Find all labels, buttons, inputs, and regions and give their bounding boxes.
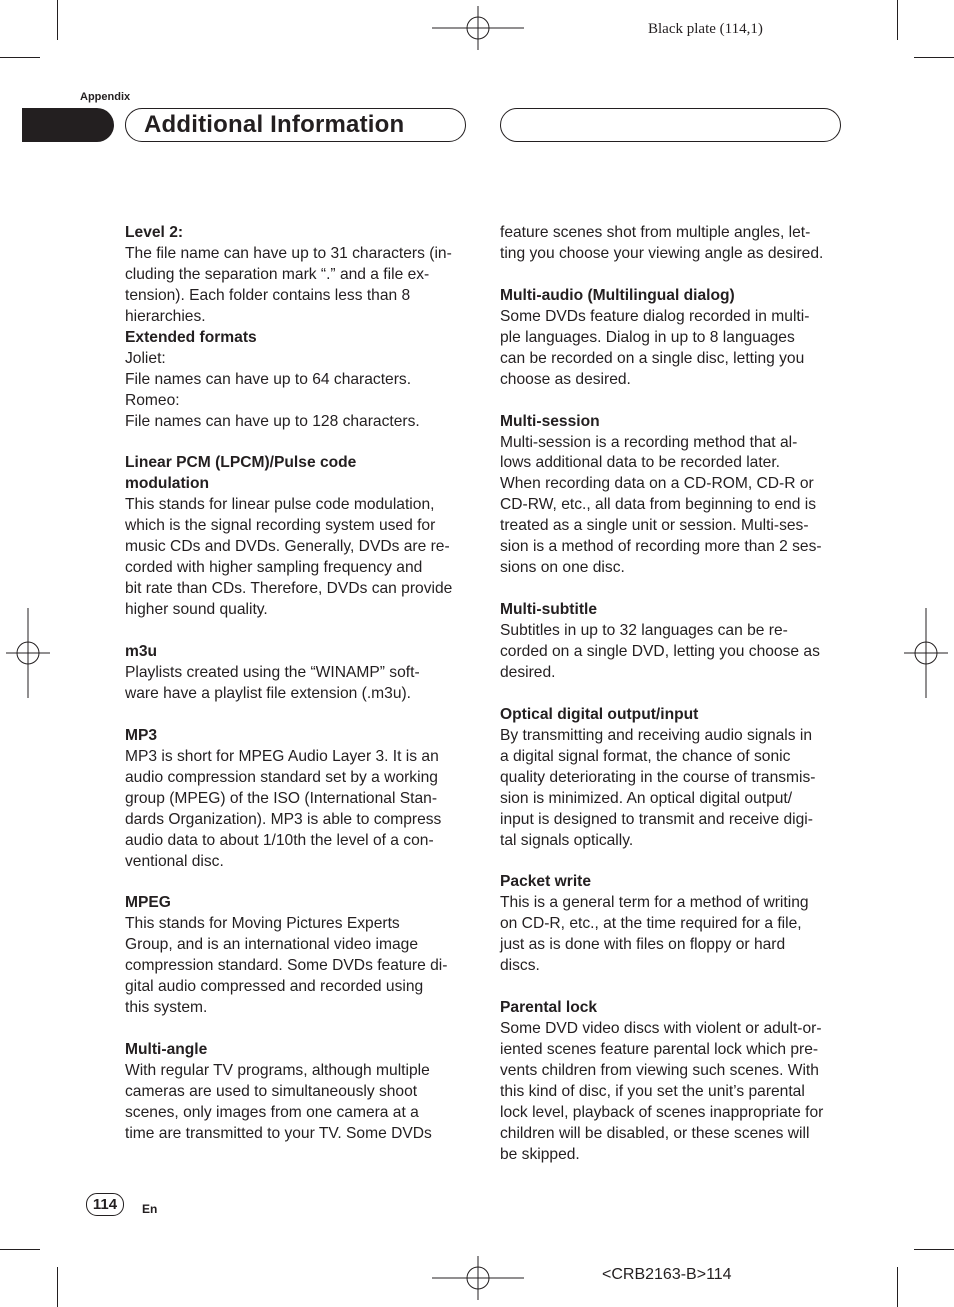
entry-text-line: higher sound quality. xyxy=(125,601,268,619)
entry-text-line: desired. xyxy=(500,663,556,681)
entry-spacer xyxy=(500,684,845,705)
entry-text-line: discs. xyxy=(500,957,540,975)
entry-text-line: on CD-R, etc., at the time required for a file, xyxy=(500,915,802,933)
crop-mark xyxy=(914,1249,954,1250)
entry-spacer xyxy=(500,977,845,998)
entry-text-line: treated as a single unit or session. Multi-ses- xyxy=(500,517,809,535)
entry-heading: Multi-audio (Multilingual dialog) xyxy=(500,286,735,304)
entry-text-line: can be recorded on a single disc, letting you xyxy=(500,349,805,367)
entry-text-line: cameras are used to simultaneously shoot xyxy=(125,1083,418,1100)
entry-text-line: group (MPEG) of the ISO (International Stan- xyxy=(125,789,438,807)
title-box xyxy=(125,108,466,142)
entry-spacer xyxy=(500,391,845,412)
entry-text-line: This stands for linear pulse code modulation, xyxy=(125,496,435,514)
entry-text-line: Playlists created using the “WINAMP” soft- xyxy=(125,663,420,681)
registration-mark-icon xyxy=(432,6,524,50)
entry-text-line: dards Organization). MP3 is able to compress xyxy=(125,810,442,828)
entry-spacer xyxy=(125,433,470,454)
entry-spacer xyxy=(125,873,470,894)
entry-text-line: music CDs and DVDs. Generally, DVDs are re- xyxy=(125,538,450,556)
entry-text-line: CD-RW, etc., all data from beginning to end is xyxy=(500,496,817,514)
entry-heading: Level 2: xyxy=(125,224,184,241)
section-label: Appendix xyxy=(80,91,131,103)
empty-title-box xyxy=(500,108,841,142)
entry-heading: Multi-subtitle xyxy=(500,601,598,619)
entry-text-line: ware have a playlist file extension (.m3u). xyxy=(125,684,412,702)
entry-heading: modulation xyxy=(125,475,210,493)
crop-mark xyxy=(897,0,898,40)
entry-text-line: sions on one disc. xyxy=(500,559,625,577)
entry-spacer xyxy=(125,621,470,642)
right-column xyxy=(500,223,845,1166)
entry-text-line: Group, and is an international video image xyxy=(125,936,418,954)
left-column xyxy=(125,223,470,1145)
entry-text-line: be skipped. xyxy=(500,1145,580,1163)
entry-text-line: bit rate than CDs. Therefore, DVDs can provide xyxy=(125,580,453,598)
entry-text-line: sion is a method of recording more than 2 ses- xyxy=(500,538,822,556)
entry-text-line: MP3 is short for MPEG Audio Layer 3. It is an xyxy=(125,747,439,765)
entry-text-line: Joliet: xyxy=(125,349,166,367)
entry-text-line: Multi-session is a recording method that al- xyxy=(500,433,798,451)
entry-text-line: which is the signal recording system used for xyxy=(125,517,436,535)
entry-heading: Parental lock xyxy=(500,999,598,1017)
entry-text-line: This stands for Moving Pictures Experts xyxy=(125,915,400,933)
entry-text-line: lock level, playback of scenes inappropriate for xyxy=(500,1103,824,1121)
entry-text-line: iented scenes feature parental lock which pre- xyxy=(500,1041,819,1059)
entry-text-line: Some DVDs feature dialog recorded in multi- xyxy=(500,307,810,325)
entry-spacer xyxy=(500,579,845,600)
entry-text-line: tension). Each folder contains less than 8 xyxy=(125,286,411,304)
entry-text-line: This is a general term for a method of writing xyxy=(500,894,809,912)
entry-text-line: a digital signal format, the chance of sonic xyxy=(500,747,791,765)
entry-text-line: gital audio compressed and recorded using xyxy=(125,978,424,996)
entry-text-line: When recording data on a CD-ROM, CD-R or xyxy=(500,475,814,493)
entry-text-line: ventional disc. xyxy=(125,852,224,870)
crop-mark xyxy=(57,1267,58,1307)
entry-text-line: scenes, only images from one camera at a xyxy=(125,1103,419,1121)
crop-mark xyxy=(57,0,58,40)
page-title: Additional Information xyxy=(144,111,405,138)
section-tab xyxy=(22,108,114,142)
entry-heading: Linear PCM (LPCM)/Pulse code xyxy=(125,454,357,472)
entry-text-line: audio compression standard set by a working xyxy=(125,768,438,786)
language-label: En xyxy=(142,1202,158,1216)
entry-text-line: File names can have up to 64 characters. xyxy=(125,370,412,388)
entry-heading: Multi-angle xyxy=(125,1041,208,1059)
entry-spacer xyxy=(500,265,845,286)
entry-text-line: children will be disabled, or these scenes will xyxy=(500,1124,810,1142)
entry-heading: Multi-session xyxy=(500,412,600,430)
entry-heading: MP3 xyxy=(125,726,158,744)
entry-text-line: hierarchies. xyxy=(125,307,206,325)
entry-text-line: quality deteriorating in the course of transmis- xyxy=(500,768,816,786)
entry-heading: m3u xyxy=(125,643,158,661)
crop-mark xyxy=(914,57,954,58)
crop-mark xyxy=(0,1249,40,1250)
entry-text-line: this kind of disc, if you set the unit’s parental xyxy=(500,1082,805,1100)
plate-label: Black plate (114,1) xyxy=(648,21,763,37)
entry-text-line: time are transmitted to your TV. Some DVDs xyxy=(125,1124,432,1142)
entry-text-line: The file name can have up to 31 characters (in- xyxy=(125,244,452,262)
crop-mark xyxy=(0,57,40,58)
crop-mark xyxy=(897,1267,898,1307)
entry-text-line: compression standard. Some DVDs feature di- xyxy=(125,957,448,975)
entry-text-line: By transmitting and receiving audio signals in xyxy=(500,726,813,744)
entry-text-line: ple languages. Dialog in up to 8 languages xyxy=(500,328,795,346)
entry-text-line: just as is done with files on floppy or hard xyxy=(500,936,786,954)
entry-text-line: vents children from viewing such scenes. With xyxy=(500,1062,819,1080)
entry-spacer xyxy=(500,852,845,873)
entry-text-line: corded with higher sampling frequency and xyxy=(125,559,423,577)
entry-text-line: Subtitles in up to 32 languages can be re- xyxy=(500,622,788,640)
entry-text-line: lows additional data to be recorded later. xyxy=(500,454,781,472)
entry-text-line: With regular TV programs, although multiple xyxy=(125,1062,430,1080)
page-number: 114 xyxy=(86,1193,124,1216)
entry-text-line: this system. xyxy=(125,999,208,1017)
entry-heading: Extended formats xyxy=(125,328,257,346)
entry-text-line: input is designed to transmit and receive digi- xyxy=(500,810,813,828)
registration-mark-icon xyxy=(432,1256,524,1300)
entry-heading: Packet write xyxy=(500,873,592,891)
entry-spacer xyxy=(125,705,470,726)
entry-text-line: cluding the separation mark “.” and a file ex- xyxy=(125,265,430,283)
document-code: <CRB2163-B>114 xyxy=(602,1266,732,1283)
entry-text-line: ting you choose your viewing angle as desired. xyxy=(500,244,824,262)
entry-text-line: feature scenes shot from multiple angles, let- xyxy=(500,224,811,241)
entry-heading: MPEG xyxy=(125,894,171,912)
entry-heading: Optical digital output/input xyxy=(500,705,699,723)
entry-text-line: tal signals optically. xyxy=(500,831,634,849)
entry-text-line: Romeo: xyxy=(125,391,180,409)
entry-text-line: Some DVD video discs with violent or adult-or- xyxy=(500,1020,822,1038)
entry-text-line: File names can have up to 128 characters. xyxy=(125,412,420,430)
entry-text-line: choose as desired. xyxy=(500,370,631,388)
entry-text-line: sion is minimized. An optical digital output/ xyxy=(500,789,793,807)
entry-spacer xyxy=(125,1019,470,1040)
entry-text-line: audio data to about 1/10th the level of a con- xyxy=(125,831,434,849)
registration-mark-icon xyxy=(6,608,50,698)
entry-text-line: corded on a single DVD, letting you choose as xyxy=(500,643,820,661)
registration-mark-icon xyxy=(904,608,948,698)
